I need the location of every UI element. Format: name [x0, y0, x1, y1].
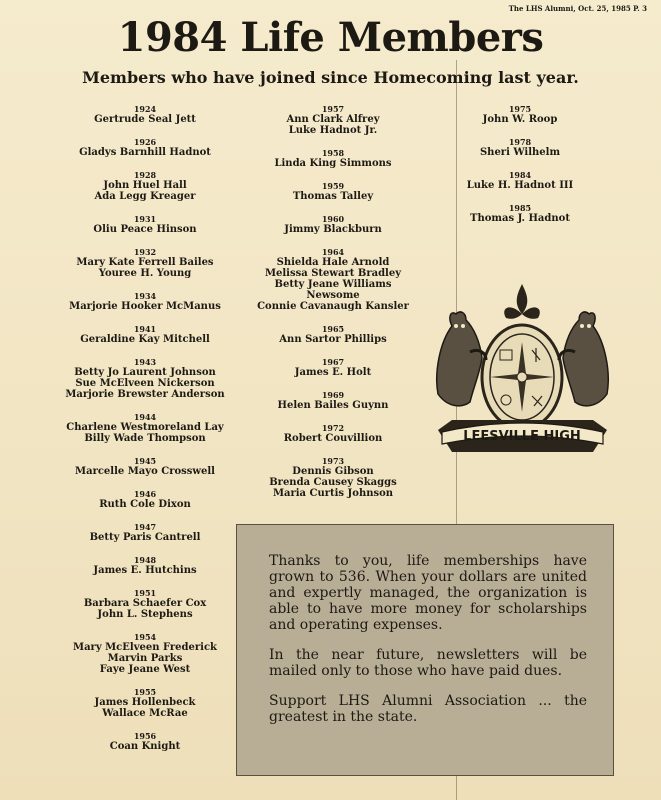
class-year-group	[55, 214, 235, 235]
class-year: 1945	[133, 456, 157, 466]
class-year-group	[248, 324, 418, 345]
member-name: Faye Jeane West	[99, 664, 191, 675]
message-paragraph-3: Support LHS Alumni Association ... the greatest in the state.	[269, 693, 587, 725]
member-name: Linda King Simmons	[274, 158, 392, 169]
class-year: 1931	[133, 214, 157, 224]
class-year: 1924	[133, 104, 157, 114]
member-name: John L. Stephens	[97, 609, 193, 620]
member-name: Connie Cavanaugh Kansler	[257, 301, 409, 312]
member-name: Helen Bailes Guynn	[277, 400, 389, 411]
member-name: Sue McElveen Nickerson	[75, 378, 215, 389]
member-name: Youree H. Young	[98, 268, 192, 279]
class-year-group	[55, 731, 235, 752]
class-year: 1954	[133, 632, 157, 642]
class-year: 1959	[321, 181, 345, 191]
leesville-high-crest-icon	[430, 282, 615, 467]
members-column-2	[248, 104, 418, 511]
class-year-group	[55, 137, 235, 158]
class-year: 1932	[133, 247, 157, 257]
member-name: Ada Legg Kreager	[94, 191, 196, 202]
class-year: 1984	[508, 170, 532, 180]
class-year: 1947	[133, 522, 157, 532]
class-year: 1934	[133, 291, 157, 301]
class-year-group	[55, 247, 235, 279]
member-name: Charlene Westmoreland Lay	[66, 422, 224, 433]
member-name: John W. Roop	[482, 114, 558, 125]
page-title: 1984 Life Members	[117, 14, 544, 61]
class-year-group	[55, 522, 235, 543]
class-year-group	[55, 456, 235, 477]
class-year: 1928	[133, 170, 157, 180]
page-subtitle: Members who have joined since Homecoming last year.	[82, 68, 579, 87]
member-name: Brenda Causey Skaggs	[269, 477, 397, 488]
class-year: 1973	[321, 456, 345, 466]
class-year: 1957	[321, 104, 345, 114]
page-header-tag: The LHS Alumni, Oct. 25, 1985 P. 3	[508, 4, 647, 13]
member-name: Thomas J. Hadnot	[470, 213, 570, 224]
class-year: 1969	[321, 390, 345, 400]
class-year: 1964	[321, 247, 345, 257]
class-year-group	[440, 137, 600, 158]
class-year: 1967	[321, 357, 345, 367]
member-name: Marjorie Hooker McManus	[69, 301, 221, 312]
class-year-group	[55, 324, 235, 345]
class-year: 1960	[321, 214, 345, 224]
member-name: Marjorie Brewster Anderson	[65, 389, 225, 400]
class-year: 1948	[133, 555, 157, 565]
class-year: 1955	[133, 687, 157, 697]
class-year-group	[55, 687, 235, 719]
class-year-group	[55, 291, 235, 312]
member-name: Ann Clark Alfrey	[286, 114, 380, 125]
class-year: 1972	[321, 423, 345, 433]
class-year-group	[55, 555, 235, 576]
member-name: Shielda Hale Arnold	[276, 257, 390, 268]
class-year-group	[248, 423, 418, 444]
class-year-group	[248, 390, 418, 411]
member-name: Ruth Cole Dixon	[99, 499, 191, 510]
member-name: Luke Hadnot Jr.	[288, 125, 378, 136]
members-column-1	[55, 104, 235, 764]
class-year-group	[248, 181, 418, 202]
member-name: Thomas Talley	[292, 191, 374, 202]
class-year-group	[55, 412, 235, 444]
member-name: James Hollenbeck	[94, 697, 196, 708]
class-year: 1951	[133, 588, 157, 598]
class-year: 1926	[133, 137, 157, 147]
class-year: 1943	[133, 357, 157, 367]
class-year: 1975	[508, 104, 532, 114]
class-year: 1946	[133, 489, 157, 499]
member-name: Betty Paris Cantrell	[89, 532, 201, 543]
class-year: 1941	[133, 324, 157, 334]
member-name: Gladys Barnhill Hadnot	[79, 147, 211, 158]
class-year-group	[248, 148, 418, 169]
member-name: Jimmy Blackburn	[284, 224, 382, 235]
member-name: John Huel Hall	[103, 180, 187, 191]
crest-banner-text: LEESVILLE HIGH	[463, 429, 581, 444]
member-name: James E. Holt	[294, 367, 372, 378]
class-year-group	[248, 214, 418, 235]
class-year: 1958	[321, 148, 345, 158]
member-name: Barbara Schaefer Cox	[83, 598, 207, 609]
class-year: 1985	[508, 203, 532, 213]
message-paragraph-1: Thanks to you, life memberships have grown to 536. When your dollars are united and expertly managed, the organization is able to have more money for scholarships and operating expenses.	[269, 553, 587, 633]
member-name: Gertrude Seal Jett	[94, 114, 196, 125]
member-name: Coan Knight	[109, 741, 181, 752]
class-year: 1965	[321, 324, 345, 334]
class-year-group	[248, 104, 418, 136]
member-name: Wallace McRae	[102, 708, 188, 719]
class-year-group	[55, 104, 235, 125]
member-name: James E. Hutchins	[93, 565, 197, 576]
member-name: Luke H. Hadnot III	[466, 180, 574, 191]
class-year: 1944	[133, 412, 157, 422]
member-name: Oliu Peace Hinson	[93, 224, 197, 235]
class-year-group	[248, 357, 418, 378]
member-name: Ann Sartor Phillips	[279, 334, 387, 345]
member-name: Marcelle Mayo Crosswell	[75, 466, 215, 477]
member-name: Dennis Gibson	[292, 466, 374, 477]
member-name: Sheri Wilhelm	[479, 147, 561, 158]
class-year-group	[55, 588, 235, 620]
class-year-group	[248, 247, 418, 312]
class-year: 1956	[133, 731, 157, 741]
class-year-group	[55, 357, 235, 400]
class-year-group	[55, 489, 235, 510]
member-name: Betty Jo Laurent Johnson	[74, 367, 216, 378]
message-paragraph-2: In the near future, newsletters will be mailed only to those who have paid dues.	[269, 647, 587, 679]
class-year-group	[440, 170, 600, 191]
class-year-group	[440, 104, 600, 125]
class-year-group	[440, 203, 600, 224]
member-name: Mary McElveen Frederick	[73, 642, 217, 653]
class-year-group	[55, 632, 235, 675]
member-name: Robert Couvillion	[283, 433, 383, 444]
class-year-group	[55, 170, 235, 202]
member-name: Betty Jeane Williams Newsome	[274, 279, 392, 301]
class-year-group	[248, 456, 418, 499]
member-name: Geraldine Kay Mitchell	[80, 334, 210, 345]
members-column-3	[440, 104, 600, 236]
class-year: 1978	[508, 137, 532, 147]
thank-you-message-box	[236, 524, 614, 776]
member-name: Maria Curtis Johnson	[272, 488, 394, 499]
member-name: Mary Kate Ferrell Bailes	[76, 257, 214, 268]
member-name: Melissa Stewart Bradley	[264, 268, 402, 279]
member-name: Billy Wade Thompson	[84, 433, 206, 444]
member-name: Marvin Parks	[107, 653, 183, 664]
